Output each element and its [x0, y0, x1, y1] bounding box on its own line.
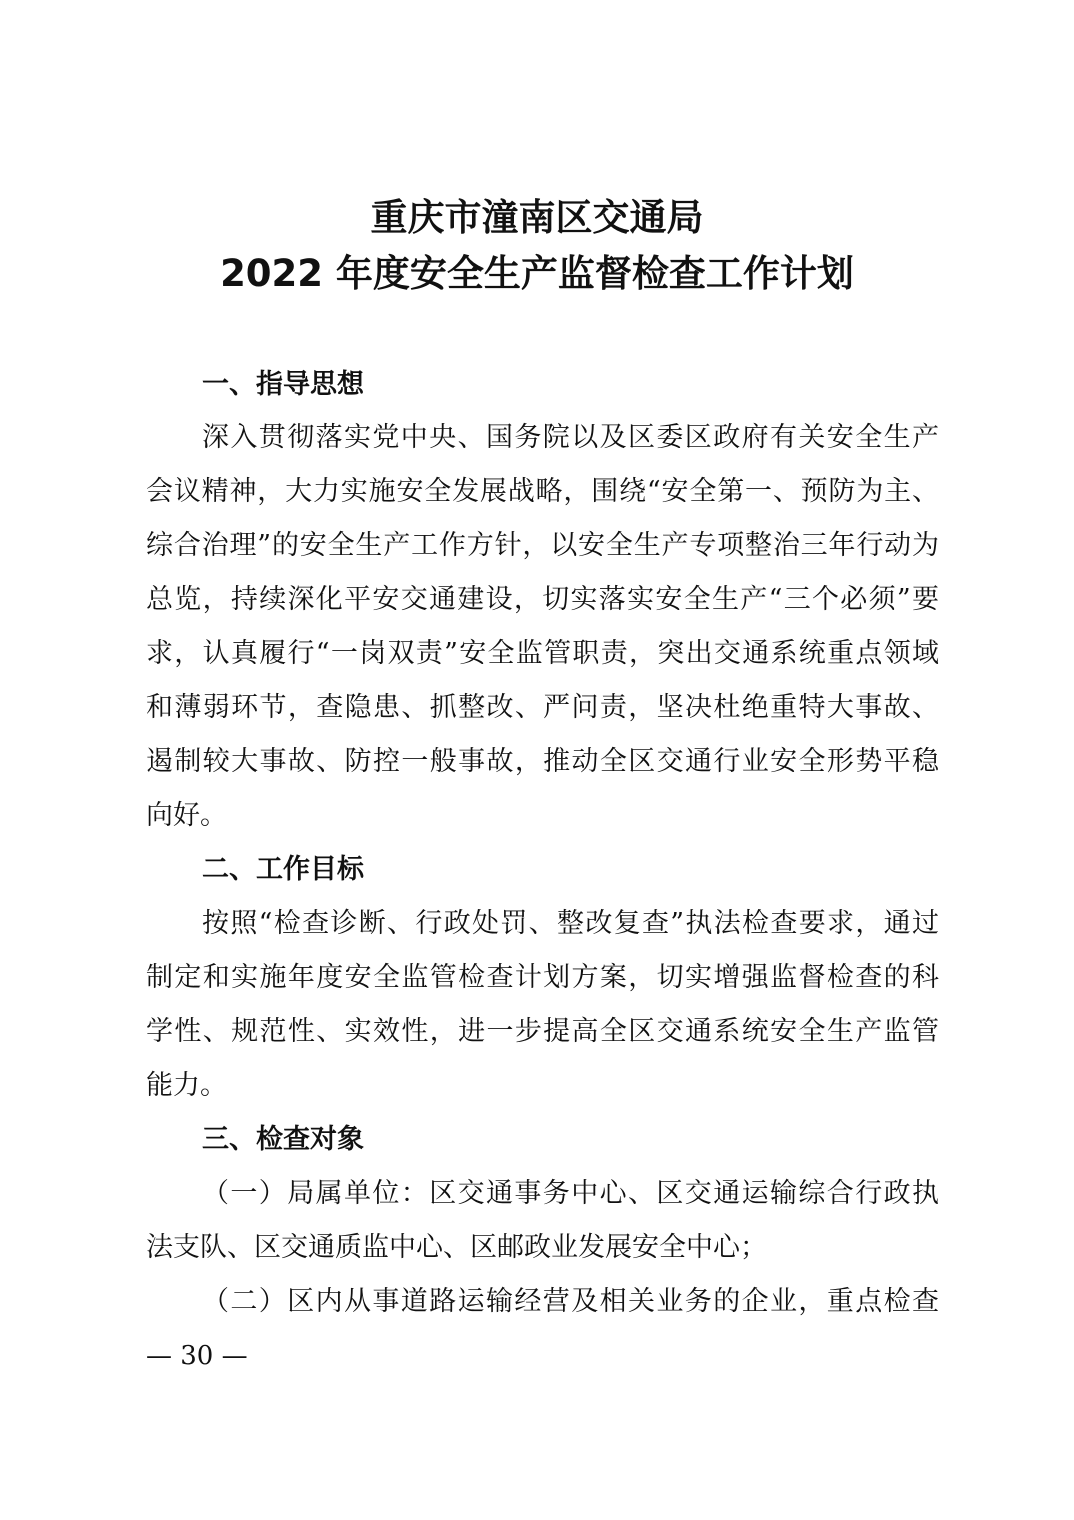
section-heading-work-objectives: 二、工作目标 — [202, 854, 364, 885]
paragraph-line: 深入贯彻落实党中央、国务院以及区委区政府有关安全生产 — [202, 422, 939, 453]
paragraph-line: 法支队、区交通质监中心、区邮政业发展安全中心； — [146, 1232, 767, 1263]
paragraph-line: 按照“检查诊断、行政处罚、整改复查”执法检查要求，通过 — [202, 908, 939, 939]
paragraph-line: 学性、规范性、实效性，进一步提高全区交通系统安全生产监管 — [146, 1016, 939, 1047]
page-number: — 30 — — [146, 1341, 248, 1371]
paragraph-line: 向好。 — [146, 800, 227, 831]
paragraph-line: 会议精神，大力实施安全发展战略，围绕“安全第一、预防为主、 — [146, 476, 939, 507]
section-heading-inspection-targets: 三、检查对象 — [202, 1124, 364, 1155]
paragraph-line: 综合治理”的安全生产工作方针，以安全生产专项整治三年行动为 — [146, 530, 939, 561]
paragraph-line: （二）区内从事道路运输经营及相关业务的企业，重点检查 — [202, 1286, 939, 1317]
paragraph-line: （一）局属单位：区交通事务中心、区交通运输综合行政执 — [202, 1178, 939, 1209]
paragraph-line: 能力。 — [146, 1070, 227, 1101]
paragraph-line: 制定和实施年度安全监管检查计划方案，切实增强监督检查的科 — [146, 962, 939, 993]
paragraph-line: 求，认真履行“一岗双责”安全监管职责，突出交通系统重点领域 — [146, 638, 939, 669]
paragraph-line: 遏制较大事故、防控一般事故，推动全区交通行业安全形势平稳 — [146, 746, 939, 777]
paragraph-line: 总览，持续深化平安交通建设，切实落实安全生产“三个必须”要 — [146, 584, 939, 615]
document-title-line-2: 2022 年度安全生产监督检查工作计划 — [220, 252, 854, 295]
section-heading-guiding-ideology: 一、指导思想 — [202, 369, 364, 400]
paragraph-line: 和薄弱环节，查隐患、抓整改、严问责，坚决杜绝重特大事故、 — [146, 692, 939, 723]
document-title-line-1: 重庆市潼南区交通局 — [370, 196, 704, 239]
